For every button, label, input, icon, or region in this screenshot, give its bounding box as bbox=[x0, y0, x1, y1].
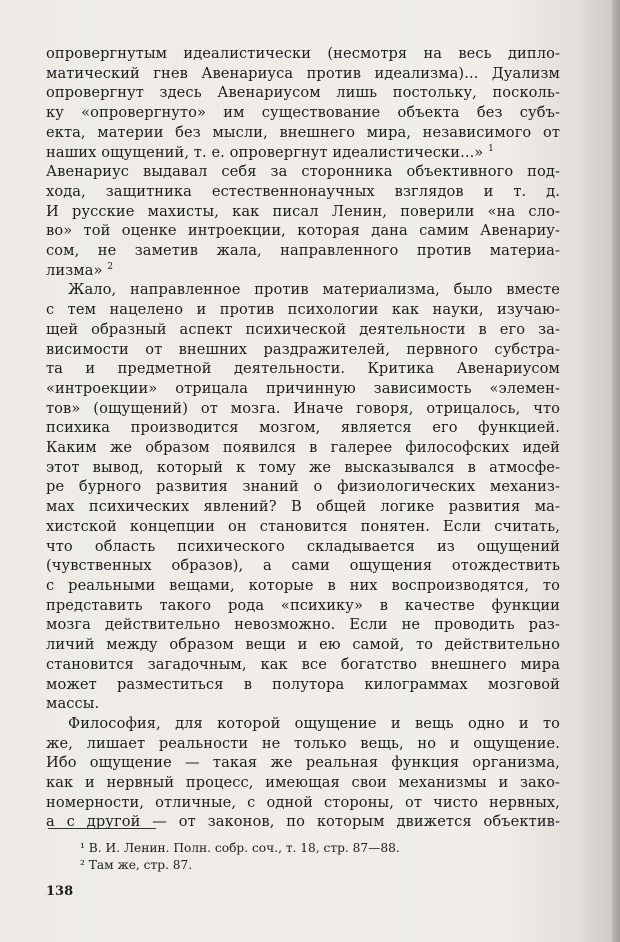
text-line: сом, не заметив жала, направленного против материа- bbox=[46, 242, 560, 260]
text-line: мах психических явлений? В общей логике развития ма- bbox=[46, 498, 560, 516]
text-line: а с другой — от законов, по которым движется объектив- bbox=[46, 813, 560, 831]
text-line: та и предметной деятельности. Критика Авенариусом bbox=[46, 360, 560, 378]
text-line: екта, материи без мысли, внешнего мира, независимого от bbox=[46, 123, 560, 141]
text-line: массы. bbox=[46, 695, 100, 713]
text-line: Авенариус выдавал себя за сторонника объективного под- bbox=[46, 163, 560, 181]
text-line: опровергнутым идеалистически (несмотря на весь дипло- bbox=[46, 45, 560, 62]
footnote-mark: 1 bbox=[488, 143, 494, 154]
footnote-2: ² Там же, стр. 87. bbox=[80, 858, 193, 872]
text-line: тов» (ощущений) от мозга. Иначе говоря, отрицалось, что bbox=[46, 399, 560, 417]
text-line: как и нервный процесс, имеющая свои механизмы и зако- bbox=[46, 774, 560, 792]
text-line: мозга действительно невозможно. Если не проводить раз- bbox=[46, 616, 560, 634]
text-line: хода, защитника естественнонаучных взглядов и т. д. bbox=[46, 182, 560, 200]
page-number: 138 bbox=[46, 884, 74, 899]
text-line: с тем нацелено и против психологии как науки, изучаю- bbox=[46, 301, 560, 319]
text-line: представить такого рода «психику» в качестве функции bbox=[46, 596, 560, 614]
text-line: висимости от внешних раздражителей, первного субстра- bbox=[46, 340, 560, 358]
text-line: И русские махисты, как писал Ленин, поверили «на сло- bbox=[46, 202, 560, 220]
text-line: опровергнут здесь Авенариусом лишь постольку, посколь- bbox=[46, 84, 560, 102]
footnote-1: ¹ В. И. Ленин. Полн. собр. соч., т. 18, стр. 87—88. bbox=[80, 841, 400, 855]
paragraph-start: Философия, для которой ощущение и вещь одно и то bbox=[68, 714, 560, 732]
text-line bbox=[46, 261, 560, 281]
text-line: становится загадочным, как все богатство внешнего мира bbox=[46, 655, 560, 673]
page-edge-shadow bbox=[612, 0, 620, 942]
text-line: хистской концепции он становится понятен. Если считать, bbox=[46, 517, 560, 535]
text-line: «интроекции» отрицала причинную зависимость «элемен- bbox=[46, 379, 560, 397]
text-line: этот вывод, который к тому же высказывался в атмосфе- bbox=[46, 458, 560, 476]
footnote-mark: 2 bbox=[107, 261, 114, 272]
text-line: с реальными вещами, которые в них воспроизводятся, то bbox=[46, 576, 560, 594]
text-line bbox=[46, 143, 560, 163]
text-fragment: лизма» bbox=[46, 261, 103, 279]
text-line: ку «опровергнуто» им существование объекта без субъ- bbox=[46, 104, 560, 122]
text-fragment: наших ощущений, т. е. опровергнут идеалистически...» bbox=[46, 143, 484, 161]
text-line: номерности, отличные, с одной стороны, от чисто нервных, bbox=[46, 793, 560, 811]
text-line: Ибо ощущение — такая же реальная функция организма, bbox=[46, 754, 560, 772]
text-line: личий между образом вещи и ею самой, то действительно bbox=[46, 636, 560, 654]
footnote-divider bbox=[48, 828, 156, 829]
text-line: во» той оценке интроекции, которая дана самим Авенариу- bbox=[46, 222, 560, 240]
text-line: Каким же образом появился в галерее философских идей bbox=[46, 439, 560, 457]
text-line: психика производится мозгом, является его функцией. bbox=[46, 419, 560, 437]
text-line: может разместиться в полутора килограммах мозговой bbox=[46, 675, 560, 693]
text-line: щей образный аспект психической деятельности в его за- bbox=[46, 320, 560, 338]
body-text bbox=[46, 44, 560, 832]
paragraph-start: Жало, направленное против материализма, было вместе bbox=[68, 281, 560, 299]
text-line: ре бурного развития знаний о физиологических механиз- bbox=[46, 478, 560, 496]
text-line: (чувственных образов), а сами ощущения отождествить bbox=[46, 557, 560, 575]
text-line: что область психического складывается из ощущений bbox=[46, 537, 560, 555]
text-line: матический гнев Авенариуса против идеализма)... Дуализм bbox=[46, 64, 560, 82]
text-line: же, лишает реальности не только вещь, но и ощущение. bbox=[46, 734, 560, 752]
